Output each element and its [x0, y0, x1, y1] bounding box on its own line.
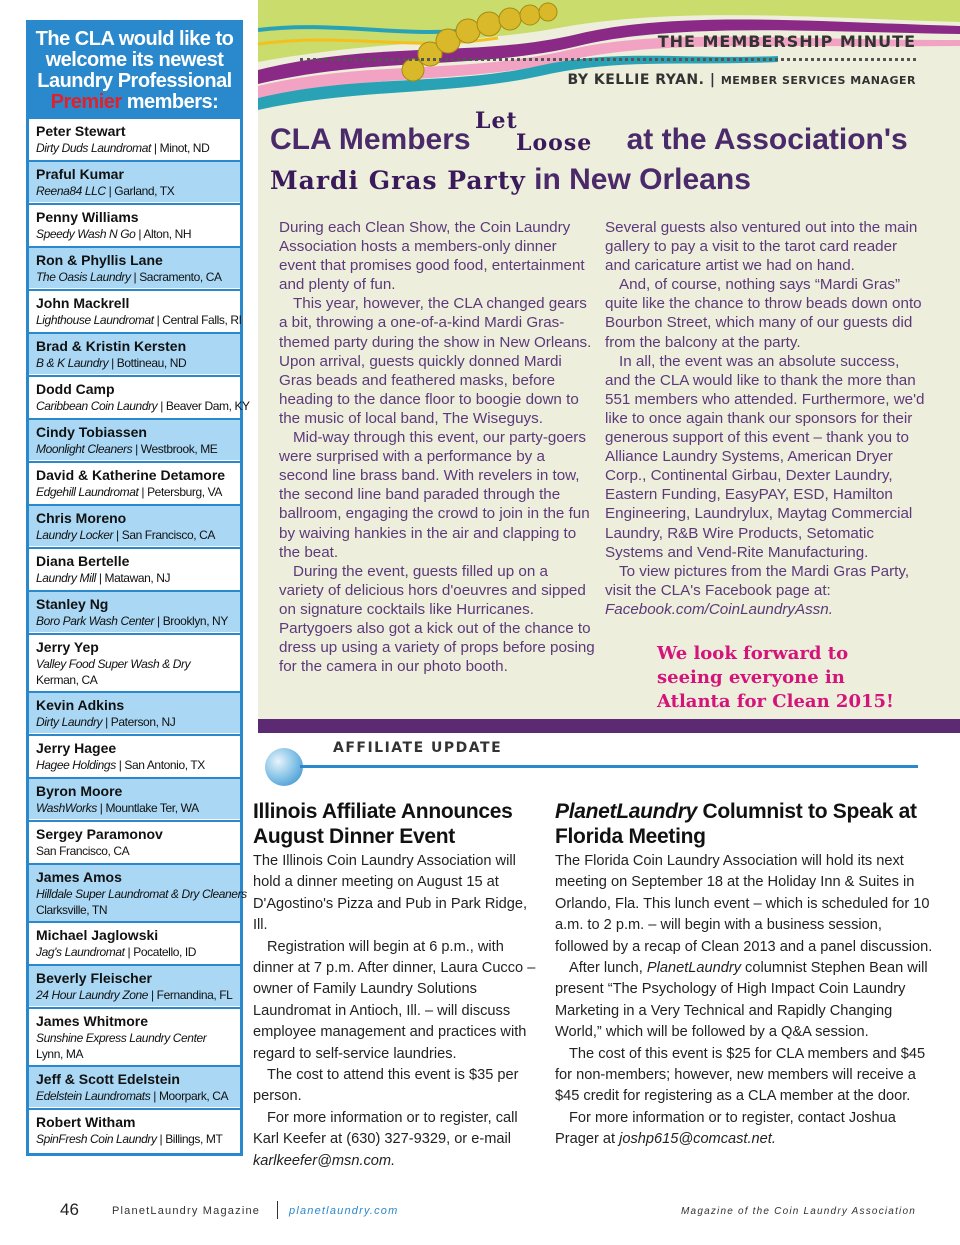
- member-business: Lighthouse Laundromat: [36, 313, 154, 327]
- member-business: Dirty Duds Laundromat: [36, 141, 151, 155]
- member-business: Hilldale Super Laundromat & Dry Cleaners: [36, 887, 247, 901]
- member-business: Moonlight Cleaners: [36, 442, 133, 456]
- article-headline: PlanetLaundry Columnist to Speak at Florida Meeting: [555, 800, 917, 848]
- member-location: Garland, TX: [114, 184, 175, 198]
- member-location: Central Falls, RI: [162, 313, 242, 327]
- feature-column-right: Several guests also ventured out into the main gallery to pay a visit to the tarot card reader and caricature artist we had on hand. And, of course, nothing says “Mardi Gras” quite like the chance to throw beads down onto Bourbon Street, which many of our guests did from the balcony at the party. In all, the event was an absolute success, and the CLA would like to thank the more than 551 members who attended. Furthermore, we'd like to once again thank our sponsors for their generous support of this event – thank you to Alliance Laundry Systems, American Dryer Corp., Continental Girbau, Dexter Laundry, Eastern Funding, EasyPAY, ESD, Hamilton Engineering, Laundrylux, Maytag Commercial Laundry, R&B Wire Products, Setomatic Systems and Vend-Rite Manufacturing. To view pictures from the Mardi Gras Party, visit the CLA's Facebook page at: Facebook.com/CoinLaundryAssn.: [605, 219, 925, 618]
- member-entry: Penny Williams Speedy Wash N Go | Alton, NH: [29, 203, 240, 245]
- member-name: James Amos: [36, 869, 122, 885]
- article-illinois: Illinois Affiliate Announces August Dinner Event The Illinois Coin Laundry Association will hold a dinner meeting on August 15 at D'Agostino's Pizza and Pub in Park Ridge, Ill. Registration will begin at 6 p.m., with dinner at 7 p.m. After dinner, Laura Cucco – owner of Family Laundry Solutions Laundromat in Antioch, Ill. – will discuss employee management and practices with regard to self-service laundries. The cost to attend this event is $35 per person. For more information or to register, call Karl Keefer at (630) 327-9329, or e-mail karlkeefer@msn.com.: [253, 799, 543, 1172]
- association-tagline: Magazine of the Coin Laundry Association: [681, 1206, 916, 1217]
- member-entry: Chris Moreno Laundry Locker | San Francisco, CA: [29, 504, 240, 546]
- email-link[interactable]: karlkeefer@msn.com.: [253, 1152, 396, 1169]
- member-name: Penny Williams: [36, 209, 139, 225]
- member-name: Michael Jaglowski: [36, 927, 159, 943]
- member-name: Jeff & Scott Edelstein: [36, 1071, 180, 1087]
- feature-bottom-bar: [258, 719, 960, 733]
- new-members-sidebar: [26, 20, 250, 1156]
- member-location: Lynn, MA: [36, 1047, 84, 1061]
- member-entry: Peter Stewart Dirty Duds Laundromat | Minot, ND: [29, 117, 240, 159]
- member-name: Kevin Adkins: [36, 697, 125, 713]
- page-number: 46: [60, 1200, 79, 1219]
- email-link[interactable]: joshp615@comcast.net.: [619, 1131, 776, 1148]
- member-name: Robert Witham: [36, 1114, 136, 1130]
- member-business: Boro Park Wash Center: [36, 614, 155, 628]
- byline: BY KELLIE RYAN. | MEMBER SERVICES MANAGER: [567, 72, 916, 88]
- member-entry: [29, 820, 240, 862]
- member-name: Diana Bertelle: [36, 553, 130, 569]
- member-business: Speedy Wash N Go: [36, 227, 136, 241]
- section-title: THE MEMBERSHIP MINUTE: [657, 32, 916, 51]
- affiliate-update-label: AFFILIATE UPDATE: [333, 740, 503, 756]
- magazine-name: PlanetLaundry Magazine: [112, 1205, 261, 1217]
- member-location: Billings, MT: [165, 1132, 223, 1146]
- headline-mardi-gras-party: Mardi Gras Party: [270, 166, 526, 195]
- affiliate-rule: [300, 765, 918, 768]
- feature-headline: CLA Members at the Association's Mardi Gras Party in New Orleans: [270, 123, 908, 196]
- member-name: Dodd Camp: [36, 381, 115, 397]
- member-name: Stanley Ng: [36, 596, 109, 612]
- affiliate-circle-icon: [265, 748, 303, 786]
- headline-let: Let: [475, 108, 518, 134]
- member-entry: David & Katherine Detamore Edgehill Laundromat | Petersburg, VA: [29, 461, 240, 503]
- member-location: Clarksville, TN: [36, 903, 108, 917]
- member-name: Sergey Paramonov: [36, 826, 163, 842]
- member-location: Paterson, NJ: [110, 715, 176, 729]
- member-location: Alton, NH: [143, 227, 192, 241]
- facebook-link[interactable]: Facebook.com/CoinLaundryAssn.: [605, 600, 833, 618]
- member-business: Sunshine Express Laundry Center: [36, 1031, 207, 1045]
- headline-loose: Loose: [516, 130, 593, 156]
- member-name: Peter Stewart: [36, 123, 126, 139]
- member-location: Petersburg, VA: [147, 485, 222, 499]
- member-name: Jerry Yep: [36, 639, 99, 655]
- member-name: David & Katherine Detamore: [36, 467, 226, 483]
- member-business: Laundry Mill: [36, 571, 96, 585]
- member-business: B & K Laundry: [36, 356, 109, 370]
- member-entry: Michael Jaglowski Jag's Laundromat | Pocatello, ID: [29, 921, 240, 963]
- member-entry: [29, 863, 247, 921]
- member-entry: Ron & Phyllis Lane The Oasis Laundry | Sacramento, CA: [29, 246, 240, 288]
- sidebar-heading: The CLA would like to welcome its newest Laundry Professional Premier members:: [29, 23, 240, 117]
- member-location: San Francisco, CA: [121, 528, 215, 542]
- member-entry: Kevin Adkins Dirty Laundry | Paterson, NJ: [29, 691, 240, 733]
- member-name: John Mackrell: [36, 295, 130, 311]
- member-location: Minot, ND: [159, 141, 210, 155]
- member-entry: Jerry Hagee Hagee Holdings | San Antonio, TX: [29, 734, 240, 776]
- website-link[interactable]: planetlaundry.com: [289, 1205, 399, 1217]
- member-entry: Jeff & Scott Edelstein Edelstein Laundromats | Moorpark, CA: [29, 1065, 240, 1107]
- feature-column-left: During each Clean Show, the Coin Laundry Association hosts a members-only dinner event that promises good food, entertainment and plenty of fun. This year, however, the CLA changed gears a bit, throwing a one-of-a-kind Mardi Gras-themed party during the show in New Orleans. Upon arrival, guests quickly donned Mardi Gras beads and feathered masks, before heading to the dance floor to boogie down to the music of local band, The Wiseguys. Mid-way through this event, our party-goers were surprised with a performance by a second line brass band. With revelers in tow, the second line band paraded through the ballroom, engaging the crowd to join in the fun by waiving hankies in the air and clapping to the beat. During the event, guests filled up on a variety of delicious hors d'oeuvres and sipped on signature cocktails like Hurricanes. Partygoers also got a kick out of the chance to dress up using a variety of props before posing for the camera in our photo booth.: [279, 219, 595, 676]
- member-entry: Praful Kumar Reena84 LLC | Garland, TX: [29, 160, 240, 202]
- member-location: Sacramento, CA: [139, 270, 222, 284]
- member-entry: Cindy Tobiassen Moonlight Cleaners | Westbrook, ME: [29, 418, 240, 460]
- member-location: Beaver Dam, KY: [165, 399, 250, 413]
- member-business: SpinFresh Coin Laundry: [36, 1132, 157, 1146]
- member-location: San Antonio, TX: [124, 758, 205, 772]
- member-business: Caribbean Coin Laundry: [36, 399, 158, 413]
- member-business: Laundry Locker: [36, 528, 114, 542]
- member-business: WashWorks: [36, 801, 97, 815]
- member-business: Reena84 LLC: [36, 184, 106, 198]
- member-business: Edelstein Laundromats: [36, 1089, 151, 1103]
- member-location: Moorpark, CA: [158, 1089, 229, 1103]
- dotted-rule: [300, 58, 916, 61]
- member-name: Cindy Tobiassen: [36, 424, 147, 440]
- footer-divider: [277, 1201, 278, 1219]
- member-business: Hagee Holdings: [36, 758, 116, 772]
- member-entry: Beverly Fleischer 24 Hour Laundry Zone | Fernandina, FL: [29, 964, 240, 1006]
- member-name: Byron Moore: [36, 783, 123, 799]
- member-entry: [29, 633, 240, 691]
- member-business: Edgehill Laundromat: [36, 485, 139, 499]
- member-name: Brad & Kristin Kersten: [36, 338, 187, 354]
- member-location: Kerman, CA: [36, 673, 98, 687]
- member-name: Beverly Fleischer: [36, 970, 152, 986]
- member-entry: Diana Bertelle Laundry Mill | Matawan, NJ: [29, 547, 240, 589]
- member-name: James Whitmore: [36, 1013, 149, 1029]
- member-business: Valley Food Super Wash & Dry: [36, 657, 191, 671]
- premier-label: Premier: [50, 91, 122, 113]
- member-name: Praful Kumar: [36, 166, 124, 182]
- closing-callout: We look forward to seeing everyone in Atlanta for Clean 2015!: [657, 643, 894, 712]
- member-business: Dirty Laundry: [36, 715, 103, 729]
- member-name: Chris Moreno: [36, 510, 127, 526]
- member-location: Fernandina, FL: [156, 988, 233, 1002]
- member-location: Matawan, NJ: [104, 571, 171, 585]
- member-entry: Robert Witham SpinFresh Coin Laundry | Billings, MT: [29, 1108, 240, 1150]
- member-name: Jerry Hagee: [36, 740, 117, 756]
- member-entry: Stanley Ng Boro Park Wash Center | Brooklyn, NY: [29, 590, 240, 632]
- member-entry: Byron Moore WashWorks | Mountlake Ter, WA: [29, 777, 240, 819]
- member-location: Brooklyn, NY: [162, 614, 228, 628]
- member-entry: [29, 1007, 240, 1065]
- member-name: Ron & Phyllis Lane: [36, 252, 163, 268]
- member-business: The Oasis Laundry: [36, 270, 131, 284]
- member-business: 24 Hour Laundry Zone: [36, 988, 149, 1002]
- member-location: Bottineau, ND: [116, 356, 187, 370]
- member-entry: Dodd Camp Caribbean Coin Laundry | Beaver Dam, KY: [29, 375, 240, 417]
- member-location: Mountlake Ter, WA: [105, 801, 199, 815]
- member-entry: Brad & Kristin Kersten B & K Laundry | Bottineau, ND: [29, 332, 240, 374]
- article-florida: PlanetLaundry Columnist to Speak at Florida Meeting The Florida Coin Laundry Association will hold its next meeting on September 18 at the Holiday Inn & Suites in Orlando, Fla. This lunch event – which is scheduled for 10 a.m. to 2 p.m. – will begin with a business session, followed by a recap of Clean 2013 and a panel discussion. After lunch, PlanetLaundry columnist Stephen Bean will present “The Psychology of High Impact Coin Laundry Marketing in a Very Technical and Rapidly Changing World,” which will be followed by a Q&A session. The cost of this event is $25 for CLA members and $45 for non-members; however, new members will receive a $45 credit for registering as a CLA member at the door. For more information or to register, contact Joshua Prager at joshp615@comcast.net.: [555, 799, 935, 1151]
- article-headline: Illinois Affiliate Announces August Dinner Event: [253, 800, 513, 848]
- member-location: Pocatello, ID: [133, 945, 197, 959]
- member-business: Jag's Laundromat: [36, 945, 125, 959]
- member-entry: John Mackrell Lighthouse Laundromat | Central Falls, RI: [29, 289, 240, 331]
- member-location: Westbrook, ME: [140, 442, 218, 456]
- member-location: San Francisco, CA: [36, 844, 130, 858]
